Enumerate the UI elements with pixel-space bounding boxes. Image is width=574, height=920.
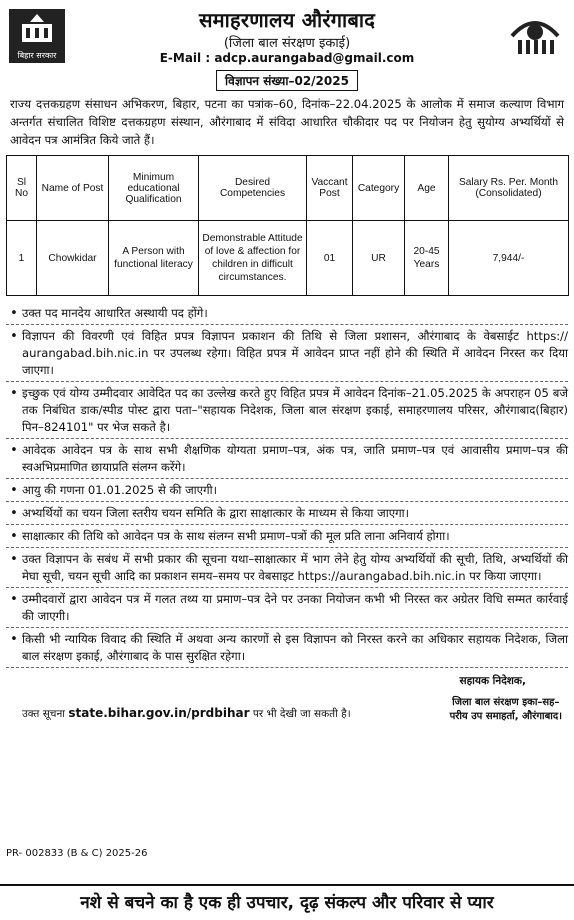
bullet-icon: •: [10, 483, 18, 498]
table-header-row: [7, 156, 569, 221]
table-cell: Demonstrable Attitude of love & affection for children in difficult circumstances.: [199, 221, 307, 296]
list-item-text: साक्षात्कार की तिथि को आवेदन पत्र के साथ संलग्न सभी प्रमाण–पत्रों की मूल प्रति लाना अनिवार्य होगा।: [22, 529, 450, 543]
table-cell: 7,944/-: [449, 221, 569, 296]
list-item: [6, 502, 568, 525]
table-cell: 20-45 Years: [405, 221, 449, 296]
list-item: [6, 525, 568, 548]
conditions-list: [6, 302, 568, 668]
list-item-text: इच्छुक एवं योग्य उम्मीदवार आवेदित पद का उल्लेख करते हुए विहित प्रपत्र में आवेदन दिनांक–21.05.2025 के अपराहन 05 बजे तक निबंधित डाक/स्पीड पोस्ट द्वारा पता–"सहायक निदेशक, जिला बाल संरक्षण इकाई, समाहरणालय परिसर, औरंगाबाद(बिहार) पिन–824101" पर भेज सकते है।: [22, 386, 568, 434]
column-header: Sl No: [7, 156, 37, 221]
table-cell: UR: [353, 221, 405, 296]
bullet-icon: •: [10, 506, 18, 521]
table-cell: Chowkidar: [37, 221, 109, 296]
list-item: [6, 479, 568, 502]
list-item-text: उम्मीदवारों द्वारा आवेदन पत्र में गलत तथ्य या प्रमाण–पत्र देने पर उनका नियोजन कभी भी निरस्त कर अग्रेतर विधि सम्मत कार्रवाई की जाएगी।: [22, 592, 568, 623]
bullet-icon: •: [10, 306, 18, 321]
slogan-banner: नशे से बचने का है एक ही उपचार, दृढ़ संकल्प और परिवार से प्यार: [0, 884, 574, 920]
office-title: समाहरणालय औरंगाबाद: [198, 8, 376, 32]
bullet-icon: •: [10, 632, 18, 647]
bullet-icon: •: [10, 329, 18, 344]
header: [0, 0, 574, 95]
list-item: [6, 439, 568, 479]
office-subtitle: (जिला बाल संरक्षण इकाई): [223, 36, 351, 51]
list-item-text: अभ्यर्थियों का चयन जिला स्तरीय चयन समिति के द्वारा साक्षात्कार के माध्यम से किया जाएगा।: [22, 506, 410, 520]
info-prefix: उक्त सूचना: [22, 708, 66, 720]
list-item-text: विज्ञापन की विवरणी एवं विहित प्रपत्र विज्ञापन प्रकाशन की तिथि से जिला प्रशासन, औरंगाबाद के वेबसाईट https:// aurangabad.bih.nic.in पर उपलब्ध रहेगा। विहित प्रपत्र में आवेदन प्राप्त नहीं होने की स्थिति में आवेदन निरस्त कर दिया जाएगा।: [22, 329, 568, 377]
signatory-line-2: परीय उप समाहर्ता, औरंगाबाद।: [449, 711, 562, 722]
table-cell: 01: [307, 221, 353, 296]
column-header: Age: [405, 156, 449, 221]
vacancy-table-wrap: [6, 155, 568, 296]
column-header: Desired Competencies: [199, 156, 307, 221]
signatory-designation: [450, 696, 562, 724]
list-item: [6, 628, 568, 668]
bullet-icon: •: [10, 529, 18, 544]
table-cell: 1: [7, 221, 37, 296]
column-header: Minimum educational Qualification: [109, 156, 199, 221]
list-item-text: आवेदक आवेदन पत्र के साथ सभी शैक्षणिक योग्यता प्रमाण–पत्र, अंक पत्र, जाति प्रमाण–पत्र एवं आवासीय प्रमाण–पत्र की स्वअभिप्रमाणित छायाप्रति संलग्न करेंगे।: [22, 443, 568, 474]
list-item-text: उक्त विज्ञापन के सबंध में सभी प्रकार की सूचना यथा–साक्षात्कार में भाग लेने हेतु योग्य अभ्यर्थियों की सूची, तिथि, अभ्यर्थियों की मेघा सूची, चयन सूची आदि का प्रकाशन समय–समय पर वेबसाइट https://aurangabad.bih.nic.in पर किया जाएगा।: [22, 552, 568, 583]
column-header: Salary Rs. Per. Month (Consolidated): [449, 156, 569, 221]
bullet-icon: •: [10, 592, 18, 607]
list-item-text: किसी भी न्यायिक विवाद की स्थिति में अथवा अन्य कारणों से इस विज्ञापन को निरस्त करने का अधिकार सहायक निदेशक, जिला बाल संरक्षण इकाई, औरंगाबाद के पास सुरक्षित रहेगा।: [22, 632, 568, 663]
list-item: [6, 325, 568, 382]
info-line: [22, 706, 351, 721]
emblem-caption: बिहार सरकार: [17, 51, 57, 60]
signatory-title: सहायक निदेशक,: [459, 675, 526, 687]
table-row: [7, 221, 569, 296]
list-item: [6, 302, 568, 325]
column-header: Name of Post: [37, 156, 109, 221]
info-suffix: पर भी देखी जा सकती है।: [252, 708, 351, 720]
column-header: Category: [353, 156, 405, 221]
vacancy-table: [6, 155, 569, 296]
table-cell: A Person with functional literacy: [109, 221, 199, 296]
email-line: E-Mail : adcp.aurangabad@gmail.com: [159, 51, 415, 65]
info-website-link[interactable]: state.bihar.gov.in/prdbihar: [68, 706, 250, 720]
pr-number: PR- 002833 (B & C) 2025-26: [6, 848, 148, 859]
signatory-line-1: जिला बाल संरक्षण इका–सह–: [452, 697, 560, 708]
intro-paragraph: राज्य दत्तकग्रहण संसाधन अभिकरण, बिहार, पटना का पत्रांक–60, दिनांक–22.04.2025 के आलोक में समाज कल्याण विभाग अन्तर्गत संचालित विशिष्ट दत्तकग्रहण संस्थान, औरंगाबाद में संविदा आधारित चौकीदार पद पर नियोजन हेतु सुयोग्य अभ्यर्थियों से आवेदन पत्र आमंत्रित किये जाते हैं।: [10, 97, 564, 147]
advertisement-number: विज्ञापन संख्या–02/2025: [216, 70, 358, 91]
bullet-icon: •: [10, 443, 18, 458]
list-item: [6, 588, 568, 628]
signature-block: [8, 668, 566, 730]
list-item: [6, 382, 568, 439]
bullet-icon: •: [10, 386, 18, 401]
list-item-text: आयु की गणना 01.01.2025 से की जाएगी।: [22, 483, 218, 497]
list-item-text: उक्त पद मानदेय आधारित अस्थायी पद होंगे।: [22, 306, 208, 320]
bullet-icon: •: [10, 552, 18, 567]
column-header: Vaccant Post: [307, 156, 353, 221]
list-item: [6, 548, 568, 588]
